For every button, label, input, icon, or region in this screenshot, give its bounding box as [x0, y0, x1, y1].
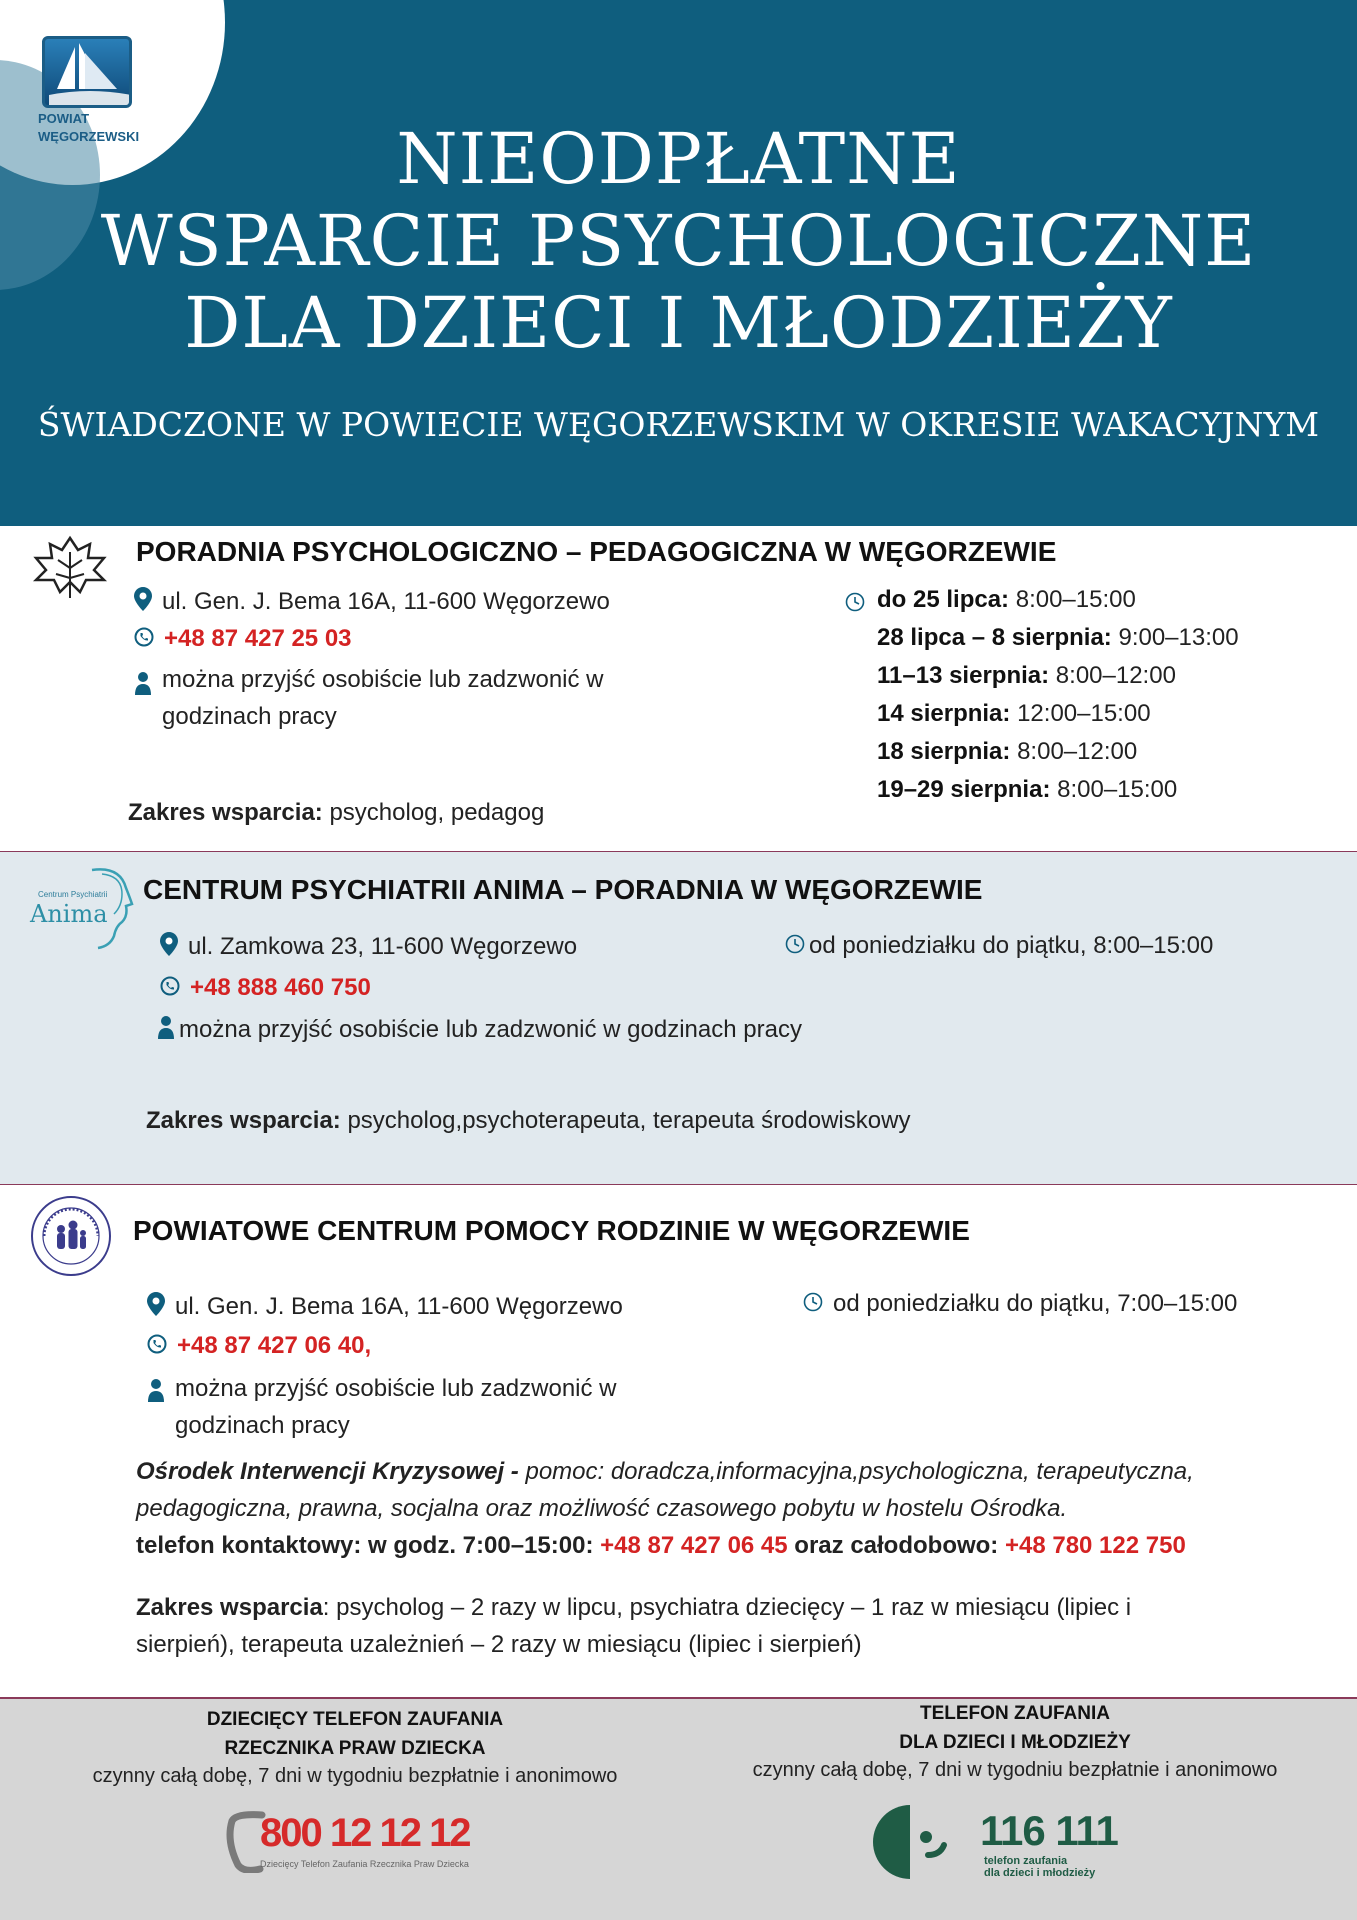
person-icon	[134, 671, 152, 702]
poradnia-scope-value: psycholog, pedagog	[329, 799, 545, 826]
pcpr-phone-row	[147, 1332, 371, 1361]
anima-heading: CENTRUM PSYCHIATRII ANIMA – PORADNIA W WĘGORZEWIE	[143, 874, 983, 905]
schedule-label: 11–13 sierpnia:	[877, 662, 1050, 689]
pcpr-scope-text2: sierpień), terapeuta uzależnień – 2 razy w miesiącu (lipiec i sierpień)	[136, 1631, 862, 1658]
pcpr-phone[interactable]: +48 87 427 06 40,	[177, 1332, 372, 1359]
oik-block	[136, 1453, 1336, 1564]
oik-desc2: pedagogiczna, prawna, socjalna oraz możliwość czasowego pobytu w hostelu Ośrodka.	[136, 1495, 1068, 1522]
pcpr-contact-line1: można przyjść osobiście lub zadzwonić w	[175, 1375, 617, 1402]
oik-name: Ośrodek Interwencji Kryzysowej -	[136, 1458, 519, 1485]
poradnia-contact-row	[134, 667, 604, 735]
poradnia-heading: PORADNIA PSYCHOLOGICZNO – PEDAGOGICZNA W WĘGORZEWIE	[136, 536, 1057, 567]
page-title	[0, 118, 1357, 364]
schedule-row	[877, 771, 1239, 809]
oik-phone-24h[interactable]: +48 780 122 750	[1004, 1532, 1186, 1559]
leaf-logo-icon	[30, 532, 110, 607]
dzieci-title-line2: DLA DZIECI I MŁODZIEŻY	[899, 1732, 1131, 1753]
poradnia-phone-row	[134, 625, 352, 654]
pcpr-heading: POWIATOWE CENTRUM POMOCY RODZINIE W WĘGORZEWIE	[133, 1215, 970, 1246]
pcpr-scope-label: Zakres wsparcia	[136, 1594, 323, 1621]
section-poradnia	[0, 526, 1357, 852]
rpd-caption: Dziecięcy Telefon Zaufania Rzecznika Praw Dziecka	[260, 1859, 469, 1869]
anima-scope-value: psycholog,psychoterapeuta, terapeuta środowiskowy	[347, 1107, 911, 1134]
oik-desc1: pomoc: doradcza,informacyjna,psychologiczna, terapeutyczna,	[518, 1458, 1194, 1485]
pcpr-scope	[136, 1589, 1336, 1663]
schedule-label: 28 lipca – 8 sierpnia:	[877, 624, 1112, 651]
rpd-logo[interactable]	[222, 1809, 470, 1879]
sailboat-icon	[42, 36, 132, 108]
schedule-row	[877, 619, 1239, 657]
oik-contact-line	[136, 1527, 1336, 1564]
schedule-hours: 12:00–15:00	[1017, 700, 1151, 727]
anima-hours-row	[785, 932, 1213, 961]
anima-contact-row	[157, 1015, 802, 1046]
location-pin-icon	[134, 587, 152, 618]
anima-scope	[146, 1107, 910, 1135]
schedule-label: 18 sierpnia:	[877, 738, 1011, 765]
dzieci-desc: czynny całą dobę, 7 dni w tygodniu bezpłatnie i anonimowo	[752, 1759, 1278, 1781]
poradnia-scope-label: Zakres wsparcia:	[128, 799, 323, 826]
page-subtitle: ŚWIADCZONE W POWIECIE WĘGORZEWSKIM W OKRESIE WAKACYJNYM	[37, 405, 1320, 444]
dzieci-caption1: telefon zaufania	[984, 1855, 1068, 1867]
anima-phone[interactable]: +48 888 460 750	[190, 974, 371, 1001]
poradnia-address: ul. Gen. J. Bema 16A, 11-600 Węgorzewo	[162, 587, 610, 615]
location-pin-icon	[147, 1292, 165, 1323]
phone-icon	[147, 1333, 167, 1361]
dzieci-title-line1: TELEFON ZAUFANIA	[920, 1703, 1110, 1724]
clock-icon	[785, 933, 805, 961]
pcpr-contact-row	[147, 1370, 617, 1444]
anima-phone-row	[160, 974, 371, 1003]
poradnia-address-row	[134, 587, 610, 618]
anima-logo-small: Centrum Psychiatrii	[38, 890, 108, 899]
section-pcpr	[0, 1185, 1357, 1697]
poradnia-phone[interactable]: +48 87 427 25 03	[164, 625, 352, 652]
schedule-hours: 8:00–12:00	[1017, 738, 1138, 765]
schedule-row	[877, 581, 1239, 619]
logo-text-line1: POWIAT	[38, 111, 90, 126]
pcpr-hours-row	[803, 1290, 1237, 1319]
oik-line1	[136, 1453, 1336, 1490]
rpd-title-line2: RZECZNIKA PRAW DZIECKA	[224, 1738, 486, 1759]
pcpr-hours: od poniedziałku do piątku, 7:00–15:00	[833, 1290, 1238, 1317]
anima-address-row	[160, 932, 577, 963]
footer-helplines	[0, 1697, 1357, 1920]
clock-icon	[803, 1291, 823, 1319]
title-line-1: NIEODPŁATNE	[396, 118, 961, 200]
pcpr-scope-text1: : psycholog – 2 razy w lipcu, psychiatra dziecięcy – 1 raz w miesiącu (lipiec i	[322, 1594, 1132, 1621]
anima-scope-label: Zakres wsparcia:	[146, 1107, 341, 1134]
poradnia-schedule	[877, 581, 1239, 809]
pcpr-contact-line2: godzinach pracy	[175, 1412, 350, 1439]
rpd-number: 800 12 12 12	[260, 1811, 470, 1855]
anima-contact: można przyjść osobiście lub zadzwonić w godzinach pracy	[179, 1015, 802, 1043]
schedule-row	[877, 733, 1239, 771]
person-icon	[147, 1378, 165, 1409]
location-pin-icon	[160, 932, 178, 963]
oik-contact-label: telefon kontaktowy: w godz. 7:00–15:00:	[136, 1532, 594, 1559]
phone-icon	[134, 626, 154, 654]
title-line-2: WSPARCIE PSYCHOLOGICZNE	[100, 200, 1257, 282]
rpd-title-line1: DZIECIĘCY TELEFON ZAUFANIA	[206, 1709, 504, 1730]
schedule-label: 19–29 sierpnia:	[877, 776, 1051, 803]
schedule-row	[877, 695, 1239, 733]
schedule-hours: 8:00–12:00	[1055, 662, 1176, 689]
schedule-label: do 25 lipca:	[877, 586, 1010, 613]
logo-text-line2: WĘGORZEWSKI	[38, 129, 140, 144]
oik-phone-day[interactable]: +48 87 427 06 45	[600, 1532, 788, 1559]
footer-right	[700, 1699, 1330, 1782]
poradnia-contact-line2: godzinach pracy	[162, 703, 337, 730]
schedule-hours: 9:00–13:00	[1118, 624, 1239, 651]
title-line-3: DLA DZIECI I MŁODZIEŻY	[184, 282, 1173, 364]
poradnia-contact-line1: można przyjść osobiście lub zadzwonić w	[162, 666, 604, 693]
schedule-label: 14 sierpnia:	[877, 700, 1011, 727]
anima-address: ul. Zamkowa 23, 11-600 Węgorzewo	[188, 932, 578, 960]
anima-hours: od poniedziałku do piątku, 8:00–15:00	[809, 932, 1214, 959]
clock-icon	[845, 592, 865, 617]
person-icon	[157, 1015, 175, 1046]
anima-logo-big: Anima	[30, 900, 108, 928]
pcpr-address-row	[147, 1292, 623, 1323]
dzieci-caption2: dla dzieci i młodzieży	[984, 1867, 1096, 1879]
pcpr-seal-logo	[30, 1195, 112, 1282]
pcpr-scope-line1	[136, 1589, 1336, 1626]
dzieci-number: 116 111	[980, 1807, 1118, 1854]
poradnia-scope	[128, 799, 544, 827]
schedule-row	[877, 657, 1239, 695]
header-banner	[0, 0, 1357, 526]
schedule-hours: 8:00–15:00	[1015, 586, 1136, 613]
dzieci-caption	[984, 1855, 1095, 1879]
helpline-116111-logo[interactable]	[870, 1799, 1118, 1885]
rpd-desc: czynny całą dobę, 7 dni w tygodniu bezpłatnie i anonimowo	[92, 1765, 618, 1787]
oik-contact-and: oraz całodobowo:	[794, 1532, 999, 1559]
pcpr-address: ul. Gen. J. Bema 16A, 11-600 Węgorzewo	[175, 1292, 623, 1320]
phone-icon	[160, 975, 180, 1003]
speech-face-icon	[870, 1799, 956, 1885]
footer-left	[30, 1705, 680, 1788]
section-anima	[0, 852, 1357, 1185]
anima-logo	[26, 866, 136, 950]
schedule-hours: 8:00–15:00	[1057, 776, 1178, 803]
